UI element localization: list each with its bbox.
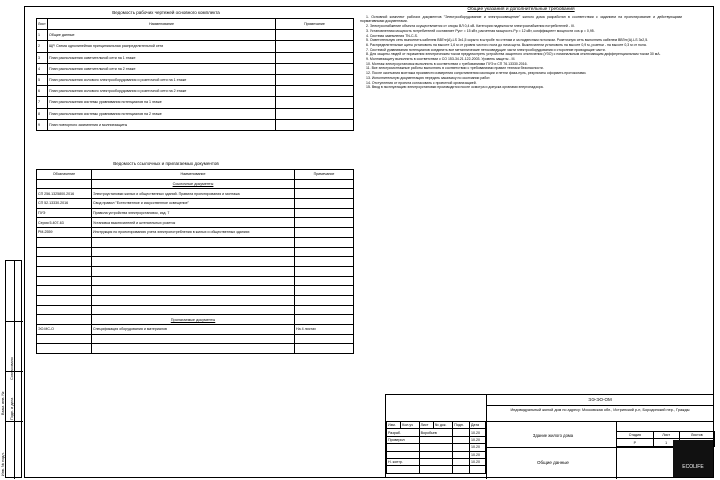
sheet-title: Общие данные: [537, 460, 569, 465]
doc-code: ЭЭ-ЭО-ОМ: [588, 397, 612, 402]
col-note: Примечание: [295, 170, 354, 180]
note-item: 2. Электроснабжение объекта осуществляется от опоры ВЛ 0,4 кВ. Категория надежности электроснабжения потребителей - III.: [366, 24, 575, 29]
note-item: 7. Системой уравнивания потенциалов соединить все металлические нетоковедущие части электрооборудования и сторонние проводящие части.: [366, 47, 606, 52]
table-row: СП 256.1325800.2016 Электроустановки жилых и общественных зданий. Правила проектирования и монтажа: [37, 189, 354, 199]
col-sheet: Лист: [37, 19, 48, 30]
table-row: 10.20: [387, 444, 486, 451]
note-item: 10. Монтаж электроустановок выполнить в соответствии с требованиями ПУЭ и СП 76.13330.2016.: [366, 61, 528, 66]
table-row: 8 План расположения системы уравнивания потенциалов на 2 этаже: [37, 108, 354, 119]
general-notes: [360, 8, 682, 90]
object-name: Индивидуальный жилой дом по адресу: Московская обл., Истринский р-н, Бородинский пер., Гражды: [510, 408, 690, 412]
table-row: Разраб. Воробьев 10.20: [387, 429, 486, 436]
table-row: 3 План расположения осветительной сети на 1 этаже: [37, 52, 354, 63]
note-item: 3. Установленная мощность потребителей составляет Руст = 15 кВт, расчетная мощность Рр = 12 кВт, коэффициент мощности cos φ = 0,95.: [366, 28, 595, 33]
table-row: 9 План повторного заземления и молниезащиты: [37, 119, 354, 130]
building-name: Здание жилого дома: [532, 433, 574, 438]
section-referenced: Ссылочные документы: [92, 179, 295, 189]
side-label-inventory: Инв. № подл.: [1, 452, 5, 476]
note-item: 4. Система заземления TN-C-S.: [366, 33, 418, 38]
stage-header: Стадия: [617, 432, 654, 439]
table-row: Проверил 10.20: [387, 436, 486, 443]
col-name: Наименование: [92, 170, 295, 180]
side-label-replace: Взам. инв. №: [1, 391, 5, 415]
note-item: 13. Исполнительную документацию передать заказчику по окончании работ.: [366, 75, 491, 80]
table-row: 10.20: [387, 451, 486, 458]
notes-title: Общие указания и дополнительные требования: [467, 7, 575, 12]
table-row: Серия 5.407-63 Установка выключателей и штепсельных розеток: [37, 218, 354, 228]
table-row: 7 План расположения системы уравнивания потенциалов на 1 этаже: [37, 97, 354, 108]
note-item: 9. Молниезащиту выполнить в соответствии с СО 153-34.21.122-2003. Уровень защиты - III.: [366, 57, 516, 62]
table-row: СП 52.13330.2016 Свод правил "Естественное и искусственное освещение": [37, 199, 354, 209]
sheets-header: Листов: [679, 432, 714, 439]
title-block: ЭЭ-ЭО-ОМ Индивидуальный жилой дом по адресу: Московская обл., Истринский р-н, Бородинский пер., Гражды Изм. Кол.уч Лист № док. Подп. Дата Разраб. Воробьев 10.20 Проверил 10.20 10.20 10.20 Н. контр. 10.20 Здание жилого дома Общие данные Стадия Лист Листов Р 1: [385, 394, 714, 478]
sheet-list-title: Ведомость рабочих чертежей основного комплекта: [112, 10, 220, 15]
note-item: 15. Ввод в эксплуатацию электроустановки производится после осмотра и допуска органами энергонадзора.: [366, 85, 544, 90]
note-item: 14. Отступления от проекта согласовать с проектной организацией.: [366, 80, 477, 85]
ref-list-table: [36, 169, 354, 354]
table-row: 4 План расположения осветительной сети на 2 этаже: [37, 63, 354, 74]
note-item: 8. Для защиты людей от поражения электрическим током предусмотреть устройства защитного отключения (УЗО) с номинальным отключающим дифференциальным током 30 мА.: [366, 52, 661, 57]
col-note: Примечание: [276, 19, 354, 30]
sheet-header: Лист: [653, 432, 679, 439]
table-row: 2 ЩР. Схема однолинейная принципиальная распределительной сети: [37, 41, 354, 52]
table-row: 5 План расположения силового электрооборудования и розеточной сети на 1 этаже: [37, 74, 354, 85]
col-code: Обозначение: [37, 170, 92, 180]
sheet-value: 1: [653, 439, 679, 446]
logo-text: ECOLIFE: [682, 464, 704, 470]
note-item: 5. Осветительную сеть выполнить кабелем ВВГнг(А)-LS 3х1,5 скрыто в штробе по стенам и за подвесным потолком. Розеточную сеть выполнить кабелем ВВГнг(А)-LS 3х2,5.: [366, 38, 649, 43]
stage-value: Р: [617, 439, 654, 446]
table-row: ЭО.МС-О Спецификация оборудования и материалов На 4 листах: [37, 325, 354, 335]
table-row: Н. контр. 10.20: [387, 458, 486, 465]
col-name: Наименование: [48, 19, 276, 30]
side-label-signdate: Подп. и дата: [10, 397, 14, 420]
section-attached: Прилагаемые документы: [92, 315, 295, 325]
table-row: 1 Общие данные: [37, 30, 354, 41]
table-row: 6 План расположения силового электрооборудования и розеточной сети на 2 этаже: [37, 86, 354, 97]
sheet-list-table: [36, 18, 354, 131]
table-row: ПУЭ Правила устройства электроустановок, изд. 7: [37, 208, 354, 218]
company-logo: [673, 440, 713, 477]
ref-list-title: Ведомость ссылочных и прилагаемых документов: [113, 161, 219, 166]
note-item: 11. Все электромонтажные работы выполнять в соответствии с требованиями правил техники безопасности.: [366, 66, 544, 71]
note-item: 12. После окончания монтажа произвести измерения сопротивления изоляции и петли фаза-нуль, результаты оформить протоколами.: [366, 71, 587, 76]
note-item: 6. Распределительные щиты установить на высоте 1,6 м от уровня чистого пола до низа щита. Выключатели установить на высоте 0,9 м, розетки - на высоте 0,3 м от пола.: [366, 42, 647, 47]
note-item: 1. Основной комплект рабочих документов "Электрооборудование и электроосвещение" жилого дома разработан в соответствии с заданием на проектирование и действующими нормативными документами.: [360, 14, 682, 24]
table-row: РМ-2559 Инструкция по проектированию учета электропотребления в жилых и общественных зданиях: [37, 228, 354, 238]
side-label-agreed: Согласовано: [10, 357, 14, 380]
